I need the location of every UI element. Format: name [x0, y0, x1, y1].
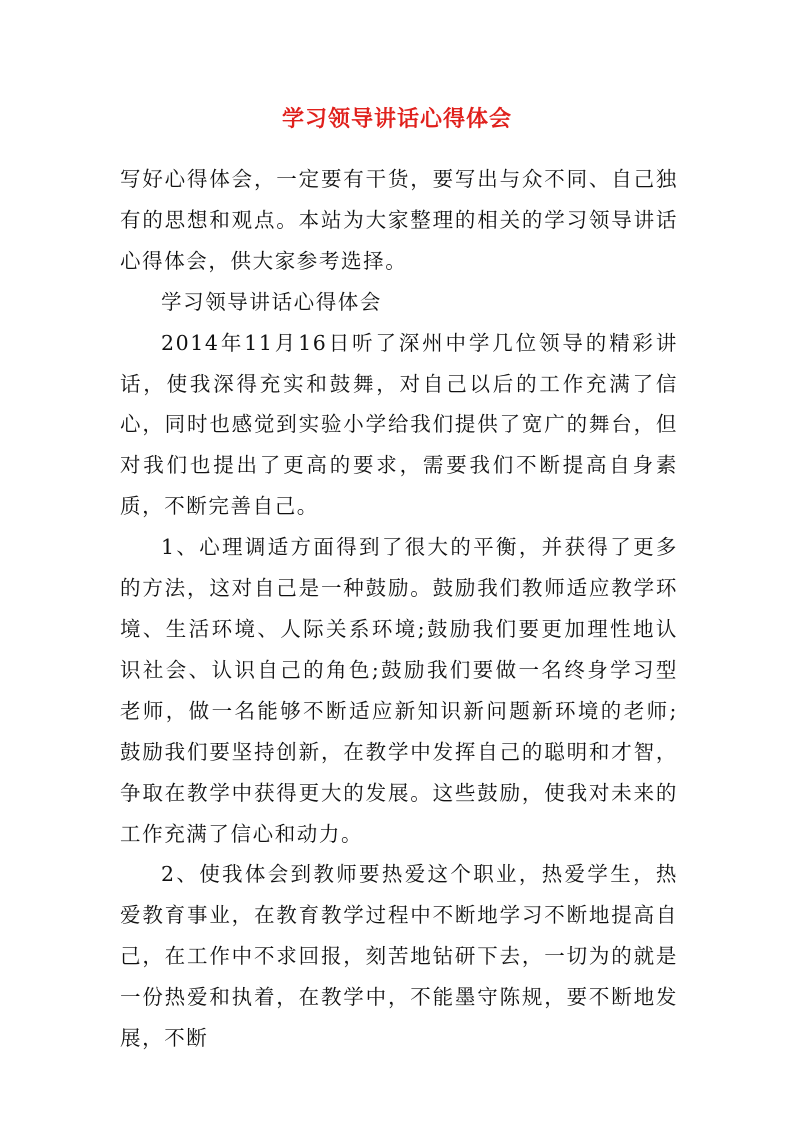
body-paragraph: 1、心理调适方面得到了很大的平衡，并获得了更多的方法，这对自己是一种鼓励。鼓励我们教师适应教学环境、生活环境、人际关系环境;鼓励我们要更加理性地认识社会、认识自己的角色;鼓励我们要做一名终身学习型老师，做一名能够不断适应新知识新问题新环境的老师;鼓励我们要坚持创新，在教学中发挥自己的聪明和才智，争取在教学中获得更大的发展。这些鼓励，使我对未来的工作充满了信心和动力。 [120, 535, 678, 846]
document-body [120, 159, 678, 1059]
intro-paragraph: 写好心得体会，一定要有干货，要写出与众不同、自己独有的思想和观点。本站为大家整理的相关的学习领导讲话心得体会，供大家参考选择。 [120, 167, 678, 273]
section-heading: 学习领导讲话心得体会 [161, 289, 382, 314]
document-title: 学习领导讲话心得体会 [281, 106, 512, 132]
body-paragraph: 2014年11月16日听了深州中学几位领导的精彩讲话，使我深得充实和鼓舞，对自己以后的工作充满了信心，同时也感觉到实验小学给我们提供了宽广的舞台，但对我们也提出了更高的要求，需要我们不断提高自身素质，不断完善自己。 [120, 330, 678, 519]
body-paragraph: 2、使我体会到教师要热爱这个职业，热爱学生，热爱教育事业，在教育教学过程中不断地学习不断地提高自己，在工作中不求回报，刻苦地钻研下去，一切为的就是一份热爱和执着，在教学中，不能墨守陈规，要不断地发展，不断 [120, 862, 678, 1051]
